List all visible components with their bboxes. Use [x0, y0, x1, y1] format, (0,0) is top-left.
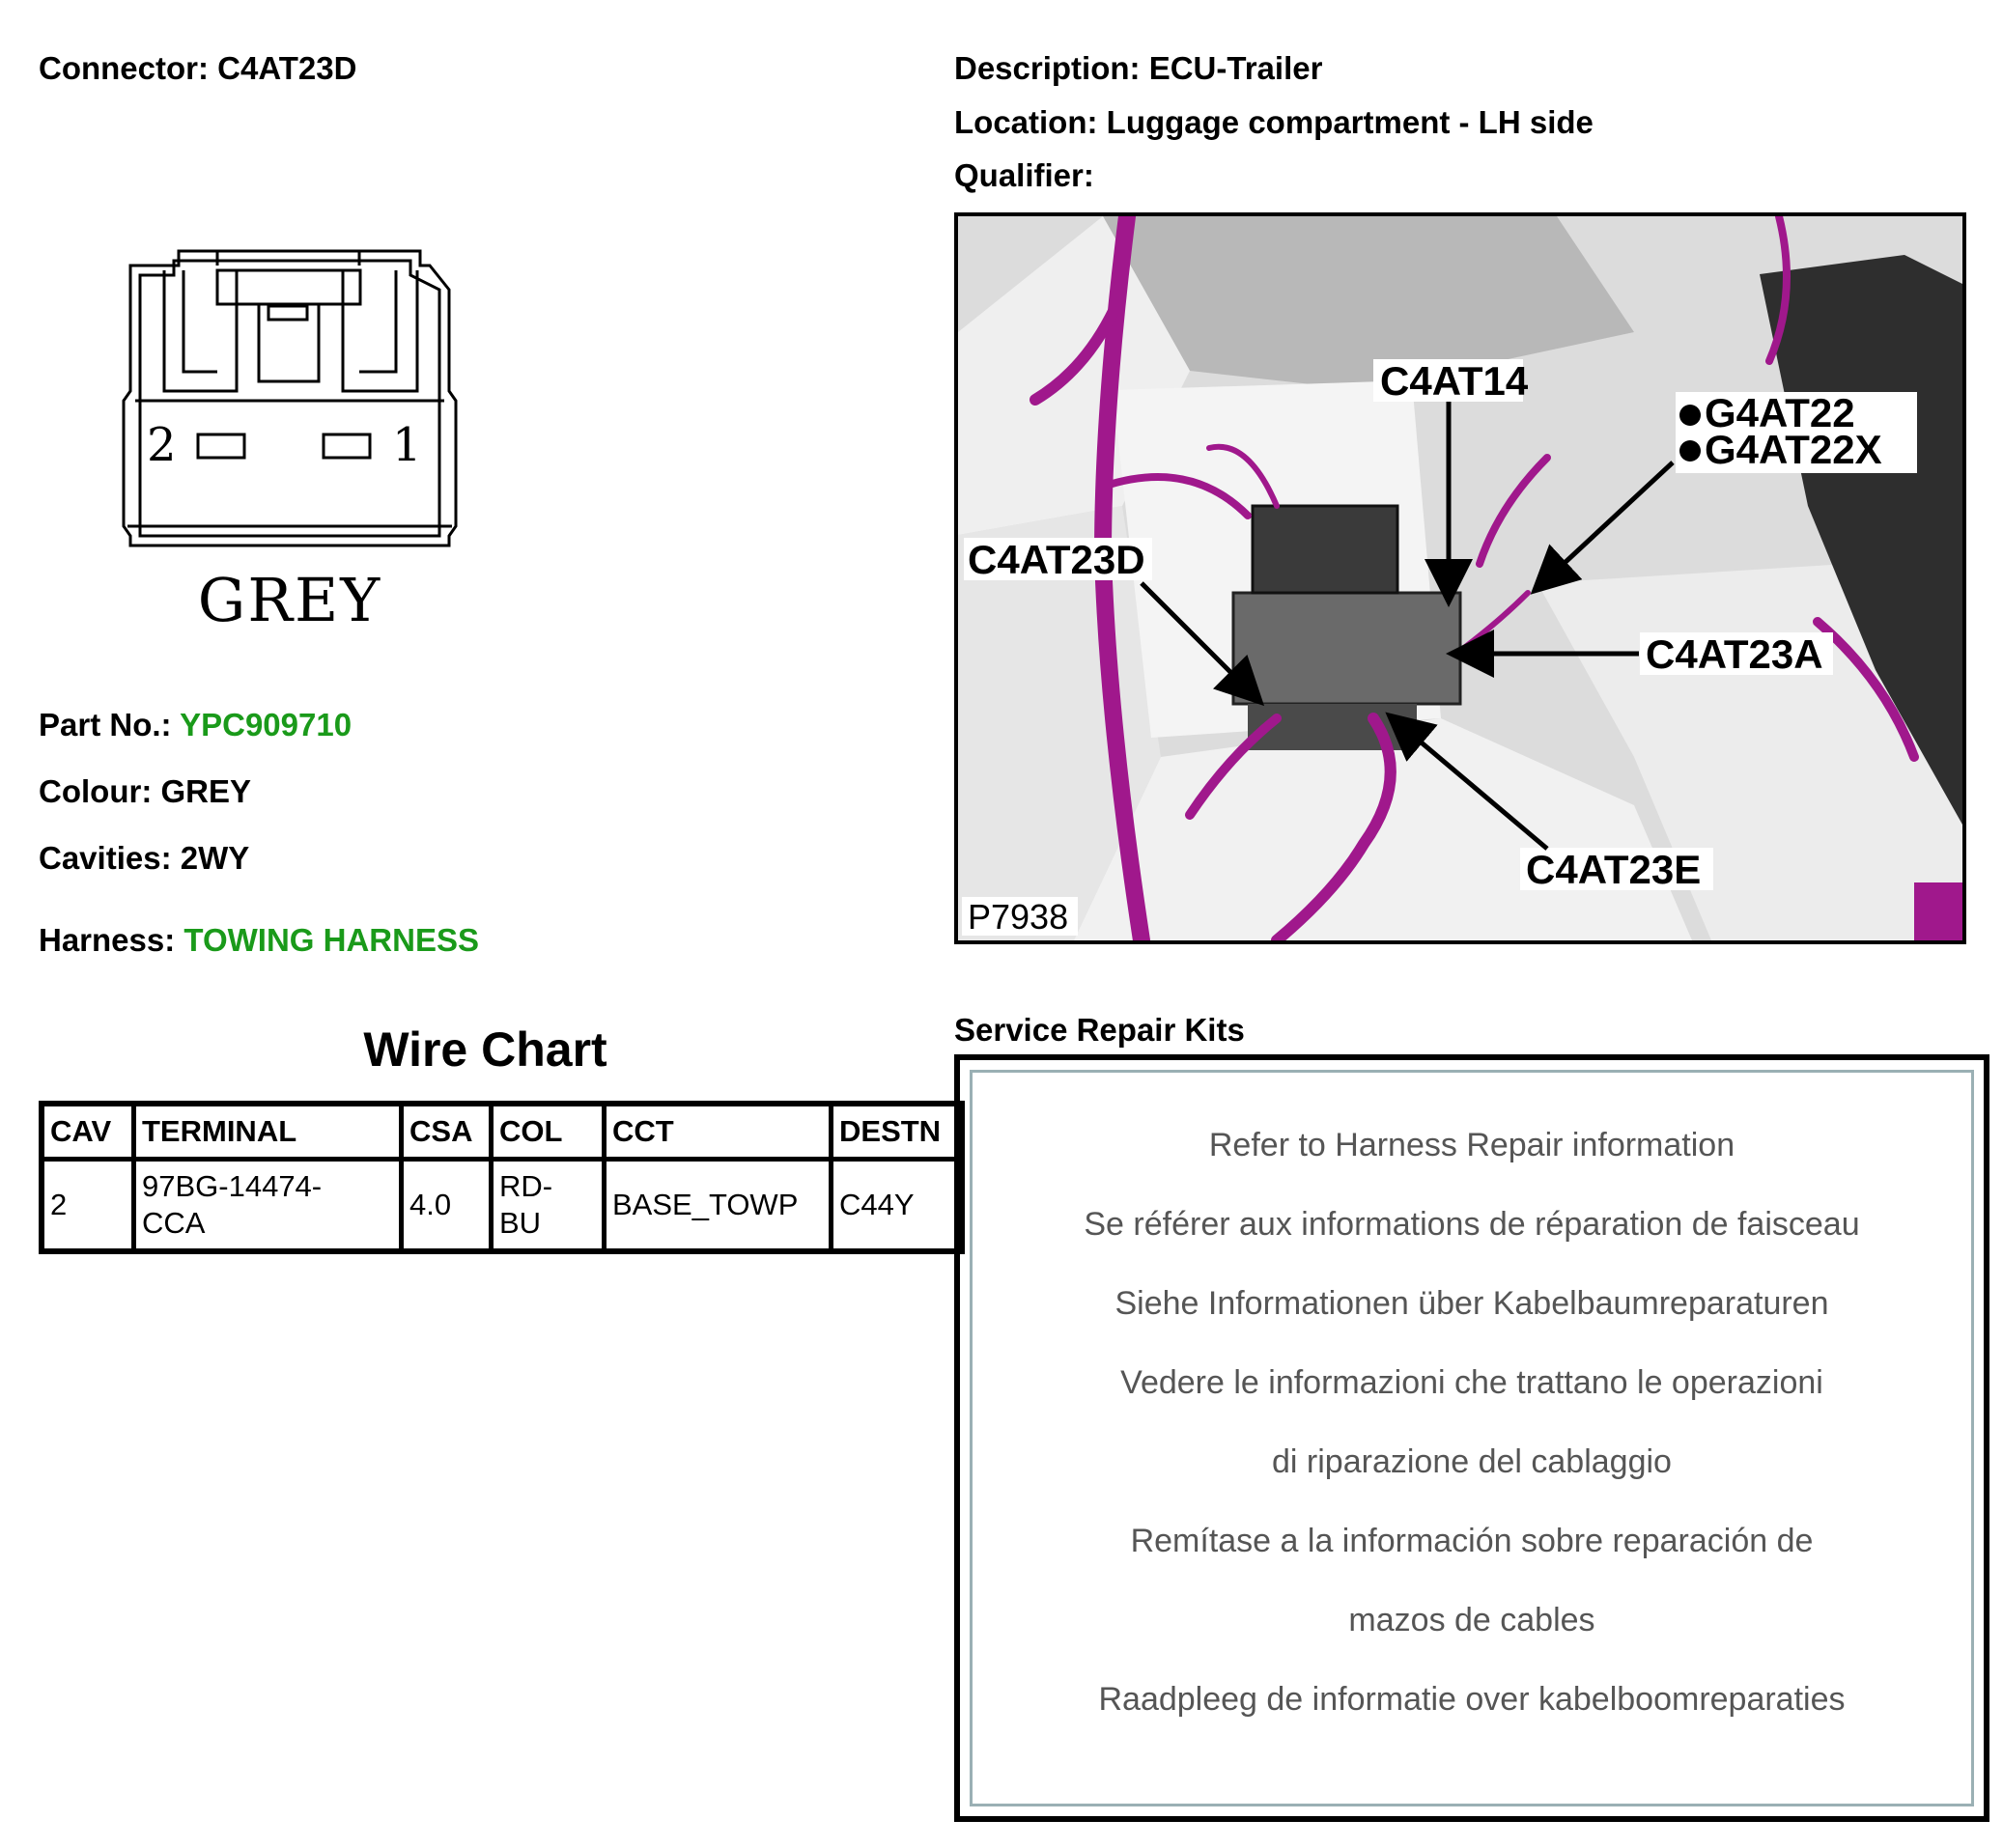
kit-line: di riparazione del cablaggio [1272, 1443, 1672, 1480]
description-label: Description: [954, 50, 1141, 86]
service-kits-box [954, 1054, 1989, 1822]
colour-value: GREY [160, 773, 252, 809]
qualifier-label: Qualifier: [954, 157, 1094, 193]
harness-label: Harness: [39, 922, 176, 958]
pin-2-number: 2 [147, 418, 177, 472]
qualifier-heading [954, 157, 1094, 194]
connector-colour-caption: GREY [197, 565, 382, 635]
kit-line: Refer to Harness Repair information [1208, 1127, 1735, 1163]
figure-id: P7938 [968, 897, 1069, 937]
harness-link[interactable]: TOWING HARNESS [183, 922, 479, 958]
service-kits-inner [970, 1070, 1974, 1806]
column-header-destn: DESTN [832, 1104, 963, 1160]
cell-col-line1: RD- [499, 1169, 553, 1203]
callout-g4at22: G4AT22 [1705, 390, 1855, 435]
part-number-label: Part No.: [39, 707, 172, 742]
column-header-cct: CCT [605, 1104, 832, 1160]
cavities-label: Cavities: [39, 840, 172, 876]
kit-line: Remítase a la información sobre reparación de [1130, 1523, 1814, 1559]
callout-c4at23e: C4AT23E [1526, 847, 1702, 892]
column-header-col: COL [492, 1104, 605, 1160]
wire-chart-title: Wire Chart [363, 1022, 607, 1077]
table-row [42, 1160, 962, 1252]
cell-col-line2: BU [499, 1206, 542, 1240]
kit-line: Raadpleeg de informatie over kabelboomreparaties [1098, 1681, 1846, 1718]
part-number-link[interactable]: YPC909710 [180, 707, 353, 742]
cell-cav: 2 [42, 1160, 134, 1252]
cell-col [492, 1160, 605, 1252]
wire-chart-table [39, 1101, 965, 1254]
cell-csa: 4.0 [402, 1160, 492, 1252]
callout-g4at22x: G4AT22X [1705, 427, 1882, 472]
column-header-csa: CSA [402, 1104, 492, 1160]
callout-c4at23d: C4AT23D [968, 537, 1145, 582]
cell-terminal-line2: CCA [142, 1206, 206, 1240]
location-value: Luggage compartment - LH side [1106, 104, 1594, 140]
colour-label: Colour: [39, 773, 153, 809]
cell-cct: BASE_TOWP [605, 1160, 832, 1252]
colour-row [39, 773, 251, 810]
kit-line: Siehe Informationen über Kabelbaumreparaturen [1114, 1285, 1829, 1322]
column-header-terminal: TERMINAL [134, 1104, 402, 1160]
kit-line: Vedere le informazioni che trattano le operazioni [1120, 1364, 1823, 1401]
callout-c4at14: C4AT14 [1380, 358, 1529, 404]
connector-value: C4AT23D [217, 50, 357, 86]
description-value: ECU-Trailer [1148, 50, 1323, 86]
column-header-cav: CAV [42, 1104, 134, 1160]
callout-c4at23a: C4AT23A [1646, 631, 1823, 677]
location-illustration [958, 216, 1962, 940]
description-heading [954, 50, 1322, 87]
cavities-row [39, 840, 249, 877]
part-number-row [39, 707, 352, 743]
kit-line: mazos de cables [1348, 1602, 1595, 1638]
service-kits-title: Service Repair Kits [954, 1012, 1245, 1048]
location-label: Location: [954, 104, 1098, 140]
cell-terminal [134, 1160, 402, 1252]
connector-location-photo [954, 212, 1966, 944]
connector-heading [39, 50, 356, 87]
cell-terminal-line1: 97BG-14474- [142, 1169, 323, 1203]
location-heading [954, 104, 1594, 141]
pin-1-number: 1 [392, 418, 422, 472]
wire-chart-header-row [42, 1104, 962, 1160]
harness-row [39, 922, 479, 959]
cavities-value: 2WY [180, 840, 250, 876]
cell-destn: C44Y [832, 1160, 963, 1252]
kit-line: Se référer aux informations de réparation de faisceau [1084, 1206, 1860, 1243]
connector-label: Connector: [39, 50, 209, 86]
